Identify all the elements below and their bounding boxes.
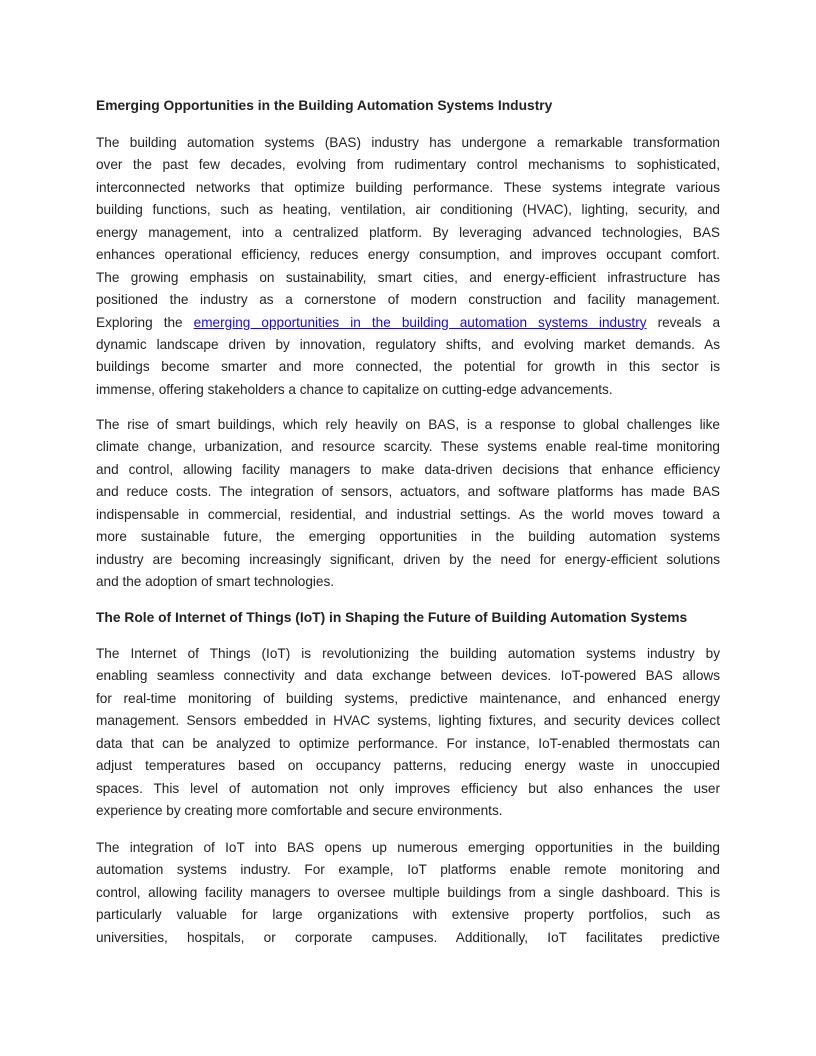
heading-iot-role: The Role of Internet of Things (IoT) in Shaping the Future of Building Automation Systems <box>96 610 688 625</box>
text-line: building functions, such as heating, ventilation, air conditioning (HVAC), lighting, security, and <box>96 202 720 218</box>
paragraph-intro <box>96 132 720 401</box>
text-line: The building automation systems (BAS) industry has undergone a remarkable transformation <box>96 135 720 150</box>
text-line: enabling seamless connectivity and data exchange between devices. IoT-powered BAS allows <box>96 668 720 684</box>
text-line: experience by creating more comfortable and secure environments. <box>96 803 503 819</box>
text-line: data that can be analyzed to optimize performance. For instance, IoT-enabled thermostats can <box>96 735 720 751</box>
text-segment: Exploring the <box>96 314 194 330</box>
text-line: immense, offering stakeholders a chance to capitalize on cutting-edge advancements. <box>96 381 613 397</box>
text-line: and control, allowing facility managers to make data-driven decisions that enhance efficiency <box>96 461 720 477</box>
text-line: The integration of IoT into BAS opens up numerous emerging opportunities in the building <box>96 840 720 855</box>
paragraph-iot <box>96 643 720 823</box>
paragraph-iot-integration <box>96 837 720 949</box>
text-line: buildings become smarter and more connected, the potential for growth in this sector is <box>96 359 720 375</box>
text-line: dynamic landscape driven by innovation, regulatory shifts, and evolving market demands. As <box>96 336 720 352</box>
text-line: automation systems industry. For example, IoT platforms enable remote monitoring and <box>96 862 720 878</box>
text-line: for real-time monitoring of building systems, predictive maintenance, and enhanced energy <box>96 690 720 706</box>
text-line: interconnected networks that optimize building performance. These systems integrate various <box>96 179 720 195</box>
text-line: more sustainable future, the emerging opportunities in the building automation systems <box>96 529 720 545</box>
text-line: The growing emphasis on sustainability, smart cities, and energy-efficient infrastructure has <box>96 269 720 285</box>
heading-emerging-opportunities: Emerging Opportunities in the Building Automation Systems Industry <box>96 98 553 113</box>
text-line: over the past few decades, evolving from rudimentary control mechanisms to sophisticated, <box>96 157 720 173</box>
text-line: adjust temperatures based on occupancy patterns, reducing energy waste in unoccupied <box>96 758 720 774</box>
text-line: The rise of smart buildings, which rely heavily on BAS, is a response to global challenges like <box>96 417 720 432</box>
text-line: control, allowing facility managers to oversee multiple buildings from a single dashboard. This is <box>96 884 720 900</box>
text-line: management. Sensors embedded in HVAC systems, lighting fixtures, and security devices collect <box>96 713 720 729</box>
text-line: positioned the industry as a cornerstone of modern construction and facility management. <box>96 292 720 308</box>
text-line: and the adoption of smart technologies. <box>96 574 335 590</box>
paragraph-smart-buildings <box>96 414 720 594</box>
text-line: climate change, urbanization, and resource scarcity. These systems enable real-time monitoring <box>96 439 720 455</box>
text-line-with-link <box>96 312 720 334</box>
text-line: and reduce costs. The integration of sensors, actuators, and software platforms has made BAS <box>96 484 720 500</box>
text-line: indispensable in commercial, residential, and industrial settings. As the world moves toward a <box>96 506 720 522</box>
text-line: universities, hospitals, or corporate campuses. Additionally, IoT facilitates predictive <box>96 929 720 945</box>
text-line: particularly valuable for large organizations with extensive property portfolios, such as <box>96 907 720 923</box>
text-line: The Internet of Things (IoT) is revolutionizing the building automation systems industry by <box>96 646 720 661</box>
text-line: industry are becoming increasingly significant, driven by the need for energy-efficient solutions <box>96 551 720 567</box>
text-line: energy management, into a centralized platform. By leveraging advanced technologies, BAS <box>96 224 720 240</box>
text-line: spaces. This level of automation not only improves efficiency but also enhances the user <box>96 780 720 796</box>
text-line: enhances operational efficiency, reduces energy consumption, and improves occupant comfort. <box>96 247 720 263</box>
emerging-opportunities-link[interactable]: emerging opportunities in the building automation systems industry <box>193 314 647 330</box>
text-segment: reveals a <box>646 314 720 330</box>
